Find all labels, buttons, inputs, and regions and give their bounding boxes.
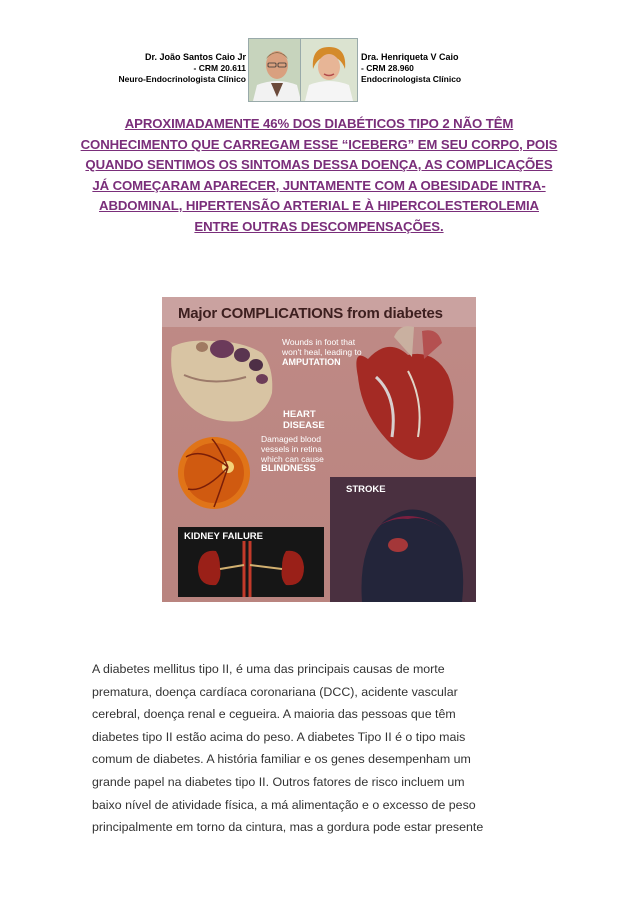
eye-caption-bold: BLINDNESS [261, 463, 316, 474]
foot-caption-text: Wounds in foot that won't heal, leading to [282, 337, 362, 357]
male-doctor-photo [248, 38, 306, 102]
body-line: prematura, doença cardíaca coronariana (DCC), acidente vascular [92, 684, 458, 699]
body-line: comum de diabetes. A história familiar e os genes desempenham um [92, 752, 471, 767]
foot-caption-bold: AMPUTATION [282, 357, 341, 367]
foot-illustration [171, 340, 272, 422]
poster-title: Major COMPLICATIONS from diabetes [178, 305, 443, 322]
left-doctor-info [98, 52, 246, 85]
body-paragraph [92, 658, 552, 839]
headline: APROXIMADAMENTE 46% DOS DIABÉTICOS TIPO 2 NÃO TÊM CONHECIMENTO QUE CARREGAM ESSE “ICEBERG” EM SEU CORPO, POIS QUANDO SENTIMOS OS SINTOMAS DESSA DOENÇA, AS COMPLICAÇÕES JÁ COMEÇARAM APARECER, JUNTAMENTE COM A OBESIDADE INTRA- ABDOMINAL, HIPERTENSÃO ARTERIAL E À HIPERCOLESTEROLEMIA ENTRE OUTRAS DESCOMPENSAÇÕES. [80, 116, 558, 234]
right-doctor-name: Dra. Henriqueta V Caio [361, 52, 459, 62]
eye-caption-text: Damaged blood vessels in retina which can cause [261, 434, 324, 464]
heart-caption: HEART DISEASE [283, 409, 325, 431]
kidney-caption: KIDNEY FAILURE [184, 531, 264, 542]
stroke-illustration [330, 477, 476, 602]
left-doctor-specialty: Neuro-Endocrinologista Clínico [118, 74, 246, 84]
female-doctor-photo [300, 38, 358, 102]
stroke-caption: STROKE [346, 484, 386, 495]
body-line: principalmente em torno da cintura, mas a gordura pode estar presente [92, 820, 484, 835]
right-doctor-specialty: Endocrinologista Clínico [361, 74, 462, 84]
left-doctor-crm: - CRM 20.611 [193, 63, 246, 73]
eye-caption [261, 434, 335, 474]
body-line: grande papel na diabetes tipo II. Outros fatores de risco incluem um [92, 774, 465, 789]
body-line: A diabetes mellitus tipo II, é uma das principais causas de morte [92, 662, 445, 676]
body-line: cerebral, doença renal e cegueira. A maioria das pessoas que têm [92, 707, 456, 722]
body-line: diabetes tipo II estão acima do peso. A diabetes Tipo II é o tipo mais [92, 729, 466, 744]
diabetes-complications-poster [162, 297, 476, 602]
foot-caption [282, 337, 372, 367]
document-header [0, 0, 638, 105]
right-doctor-info [361, 52, 461, 85]
right-doctor-crm: - CRM 28.960 [361, 63, 414, 73]
left-doctor-name: Dr. João Santos Caio Jr [144, 52, 246, 62]
body-line: baixo nível de atividade física, a má alimentação e o excesso de peso [92, 797, 476, 812]
retina-illustration [178, 437, 250, 509]
